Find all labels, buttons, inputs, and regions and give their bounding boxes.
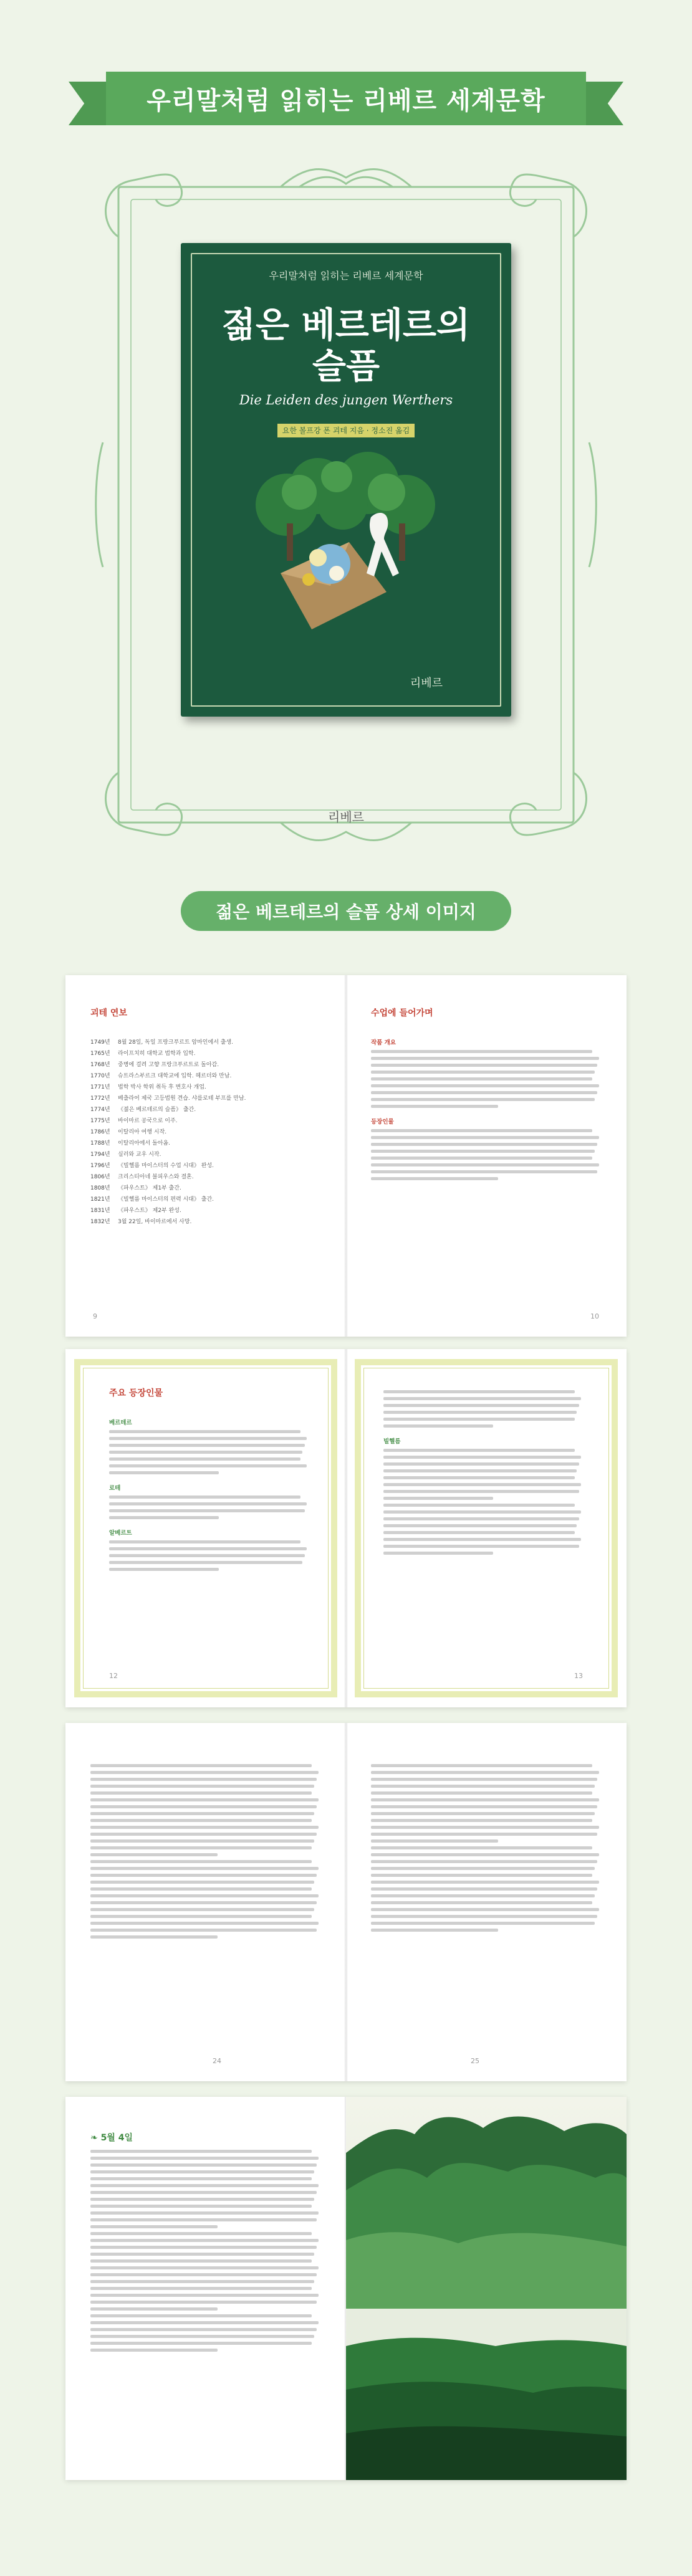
page-number: 12	[109, 1672, 118, 1680]
chronology-title: 괴테 연보	[90, 1008, 127, 1018]
text-line	[109, 1451, 302, 1454]
chronology-year: 1832년	[90, 1219, 110, 1225]
chronology-event: 중병에 걸려 고향 프랑크푸르트로 돌아감.	[118, 1062, 219, 1068]
text-line	[90, 2205, 312, 2208]
text-line	[383, 1497, 493, 1500]
chronology-event: 《빌헬름 마이스터의 편력 시대》 출간.	[118, 1196, 214, 1203]
text-line	[371, 1778, 597, 1781]
chronology-year: 1806년	[90, 1174, 110, 1180]
text-line	[371, 1764, 592, 1767]
chronology-event: 8월 28일, 독일 프랑크푸르트 암마인에서 출생.	[118, 1039, 234, 1046]
text-line	[90, 2211, 319, 2215]
text-line	[371, 1826, 599, 1829]
text-line	[109, 1430, 300, 1433]
text-line	[383, 1469, 577, 1472]
text-line	[383, 1490, 579, 1493]
text-line	[90, 1812, 314, 1815]
chronology-year: 1788년	[90, 1140, 110, 1147]
chronology-row	[90, 1217, 321, 1227]
chronology-year: 1770년	[90, 1073, 110, 1079]
text-line	[371, 1860, 597, 1863]
spread4-right-page	[346, 2097, 627, 2480]
body-paragraph	[371, 1764, 602, 1843]
text-line	[371, 1894, 595, 1897]
letter-date	[90, 2131, 321, 2144]
ribbon-main	[106, 72, 586, 125]
text-line	[109, 1502, 307, 1505]
chronology-year: 1749년	[90, 1039, 110, 1046]
text-line	[109, 1437, 307, 1440]
text-line	[90, 1929, 317, 1932]
chronology-event: 바이마르 공국으로 이주.	[118, 1118, 178, 1124]
text-line	[371, 1785, 595, 1788]
text-line	[90, 2321, 319, 2324]
cover-series: 우리말처럼 읽히는 리베르 세계문학	[269, 270, 423, 282]
leaf-icon: ❧	[90, 2133, 98, 2143]
spread2-right-page	[346, 1349, 627, 1707]
text-line	[383, 1476, 575, 1479]
text-line	[109, 1471, 219, 1474]
character-name: 베르테르	[109, 1419, 132, 1426]
text-line	[371, 1887, 597, 1891]
text-line	[371, 1929, 498, 1932]
chronology-event: 이탈리아 여행 시작.	[118, 1129, 167, 1135]
cover-subtitle: Die Leiden des jungen Werthers	[239, 393, 453, 408]
chronology-event: 3월 22일, 바이마르에서 사망.	[118, 1219, 192, 1225]
text-line	[90, 2191, 317, 2194]
character-paragraph	[109, 1496, 309, 1519]
chronology-row	[90, 1116, 321, 1126]
text-line	[90, 2225, 218, 2228]
text-line	[371, 1150, 595, 1153]
chronology-event: 《빌헬름 마이스터의 수업 시대》 완성.	[118, 1163, 214, 1169]
text-line	[371, 1157, 592, 1160]
spread4-left-page	[65, 2097, 346, 2480]
text-line	[383, 1510, 581, 1514]
text-line	[109, 1464, 307, 1467]
text-line	[383, 1531, 575, 1534]
page-number: 13	[574, 1672, 583, 1680]
text-line	[90, 2342, 312, 2345]
text-line	[90, 1881, 314, 1884]
body-paragraph	[90, 1860, 321, 1939]
chronology-row	[90, 1060, 321, 1070]
text-line	[90, 1867, 319, 1870]
text-line	[90, 1798, 319, 1801]
text-line	[383, 1397, 581, 1400]
text-line	[90, 1894, 319, 1897]
text-line	[90, 1915, 312, 1918]
text-line	[371, 1901, 592, 1904]
character-paragraph	[109, 1540, 309, 1571]
intro-paragraph	[371, 1129, 602, 1180]
text-line	[90, 2253, 314, 2256]
character-paragraph	[383, 1504, 583, 1555]
chronology-row	[90, 1150, 321, 1160]
chronology-row	[90, 1138, 321, 1148]
text-line	[90, 1826, 319, 1829]
text-line	[90, 2335, 314, 2338]
chronology-event: 법학 박사 학위 취득 후 변호사 개업.	[118, 1084, 206, 1090]
chronology-event: 《파우스트》 제1부 출간.	[118, 1185, 181, 1191]
text-line	[90, 2198, 314, 2201]
text-line	[90, 2239, 319, 2242]
text-line	[371, 1105, 498, 1108]
text-line	[90, 1805, 317, 1808]
page-number: 25	[471, 2057, 479, 2065]
chronology-event: 이탈리아에서 돌아옴.	[118, 1140, 170, 1147]
text-line	[109, 1496, 300, 1499]
text-line	[90, 1764, 312, 1767]
chronology-row	[90, 1038, 321, 1047]
text-line	[90, 2232, 312, 2235]
text-line	[371, 1050, 592, 1053]
text-line	[90, 2287, 312, 2290]
chronology-row	[90, 1071, 321, 1081]
text-line	[90, 2307, 218, 2311]
text-line	[371, 1129, 592, 1132]
spread-4	[65, 2097, 627, 2480]
chronology-row	[90, 1094, 321, 1104]
chronology-row	[90, 1183, 321, 1193]
text-line	[383, 1538, 581, 1541]
chronology-year: 1831년	[90, 1208, 110, 1214]
letter-paragraph	[90, 2232, 321, 2311]
characters-title: 주요 등장인물	[109, 1388, 163, 1398]
text-line	[90, 2246, 317, 2249]
text-line	[371, 1867, 595, 1870]
text-line	[109, 1516, 219, 1519]
chronology-row	[90, 1127, 321, 1137]
chronology-year: 1794년	[90, 1152, 110, 1158]
chronology-row	[90, 1049, 321, 1059]
text-line	[90, 1901, 317, 1904]
text-line	[90, 2218, 317, 2221]
chronology-row	[90, 1161, 321, 1171]
page-number: 10	[590, 1312, 599, 1320]
spread1-right-page	[346, 975, 627, 1337]
text-line	[371, 1077, 592, 1080]
text-line	[371, 1084, 599, 1087]
text-line	[383, 1411, 577, 1414]
text-line	[109, 1509, 305, 1512]
chronology-year: 1775년	[90, 1118, 110, 1124]
character-name: 빌헬름	[383, 1438, 401, 1445]
text-line	[383, 1524, 577, 1527]
text-line	[371, 1091, 597, 1094]
text-line	[371, 1846, 592, 1849]
chronology-event: 슈트라스부르크 대학교에 입학. 헤르더와 만남.	[118, 1073, 232, 1079]
text-line	[109, 1457, 300, 1461]
character-name: 로테	[109, 1485, 121, 1492]
chronology-row	[90, 1195, 321, 1205]
page-number: 9	[93, 1312, 97, 1320]
body-paragraph	[90, 1764, 321, 1856]
intro-title: 수업에 들어가며	[371, 1008, 433, 1018]
text-line	[371, 1915, 597, 1918]
chronology-list	[90, 1038, 321, 1227]
character-name: 알베르트	[109, 1530, 132, 1537]
text-line	[371, 1853, 599, 1856]
spread-1	[65, 975, 627, 1337]
character-paragraph	[383, 1449, 583, 1500]
publisher-logo: 리베르	[328, 809, 364, 824]
text-line	[383, 1404, 579, 1407]
text-line	[90, 1853, 218, 1856]
character-paragraph	[383, 1390, 583, 1428]
text-line	[109, 1561, 302, 1564]
chronology-year: 1772년	[90, 1095, 110, 1102]
text-line	[371, 1874, 592, 1877]
spread3-left-page	[65, 1723, 346, 2081]
cover-illustration	[243, 449, 449, 654]
text-line	[90, 2150, 312, 2153]
chronology-event: 실러와 교우 시작.	[118, 1152, 161, 1158]
top-banner	[69, 65, 623, 134]
cover-author: 요한 볼프강 폰 괴테 지음 · 정소진 옮김	[277, 424, 415, 437]
cover-title-line1: 젊은 베르테르의	[221, 305, 471, 346]
text-line	[90, 2314, 312, 2317]
spread2-left-page	[65, 1349, 346, 1707]
text-line	[383, 1424, 493, 1428]
text-line	[90, 2157, 319, 2160]
text-line	[90, 2184, 319, 2187]
text-line	[90, 1771, 319, 1774]
chronology-year: 1821년	[90, 1196, 110, 1203]
text-line	[90, 1874, 317, 1877]
text-line	[371, 1064, 597, 1067]
spread3-right-page	[346, 1723, 627, 2081]
character-paragraph	[109, 1430, 309, 1474]
chronology-year: 1774년	[90, 1107, 110, 1113]
spread-2	[65, 1349, 627, 1707]
spread-3	[65, 1723, 627, 2081]
text-line	[90, 1819, 312, 1822]
text-line	[383, 1449, 575, 1452]
text-line	[90, 2170, 314, 2173]
text-line	[383, 1545, 579, 1548]
text-line	[90, 2280, 314, 2283]
text-line	[371, 1805, 597, 1808]
text-line	[371, 1098, 595, 1101]
chronology-year: 1808년	[90, 1185, 110, 1191]
text-line	[90, 1922, 319, 1925]
text-line	[371, 1819, 592, 1822]
cover-title	[181, 305, 511, 388]
text-line	[90, 1833, 317, 1836]
chronology-event: 크리스티아네 불피우스와 결혼.	[118, 1174, 194, 1180]
book-cover	[181, 243, 511, 717]
letter-paragraph	[90, 2314, 321, 2352]
text-line	[371, 1163, 599, 1166]
chronology-year: 1786년	[90, 1129, 110, 1135]
text-line	[371, 1881, 599, 1884]
text-line	[109, 1444, 305, 1447]
chronology-event: 《젊은 베르테르의 슬픔》 출간.	[118, 1107, 196, 1113]
text-line	[109, 1568, 219, 1571]
text-line	[371, 1057, 599, 1060]
text-line	[90, 2328, 317, 2331]
chronology-year: 1765년	[90, 1051, 110, 1057]
text-line	[109, 1540, 300, 1543]
detail-banner	[181, 891, 511, 931]
top-banner-text: 우리말처럼 읽히는 리베르 세계문학	[147, 86, 545, 115]
spread1-left-page	[65, 975, 346, 1337]
text-line	[371, 1791, 592, 1795]
chronology-year: 1768년	[90, 1062, 110, 1068]
chronology-row	[90, 1105, 321, 1115]
text-line	[371, 1798, 599, 1801]
text-line	[90, 2301, 317, 2304]
intro-heading-2: 등장인물	[371, 1119, 394, 1125]
landscape-illustration	[346, 2097, 627, 2480]
text-line	[371, 1071, 595, 1074]
text-line	[371, 1170, 597, 1173]
chronology-year: 1796년	[90, 1163, 110, 1169]
text-line	[383, 1462, 579, 1466]
text-line	[90, 2349, 218, 2352]
text-line	[371, 1812, 595, 1815]
letter-paragraph	[90, 2150, 321, 2228]
text-line	[371, 1143, 597, 1146]
text-line	[109, 1547, 307, 1550]
text-line	[90, 1935, 218, 1939]
text-line	[371, 1136, 599, 1139]
text-line	[90, 1846, 312, 1849]
cover-publisher: 리베르	[410, 677, 443, 690]
chronology-event: 《파우스트》 제2부 완성.	[118, 1208, 181, 1214]
intro-heading-1: 작품 개요	[371, 1039, 396, 1046]
text-line	[383, 1390, 575, 1393]
text-line	[90, 1887, 312, 1891]
text-line	[371, 1833, 597, 1836]
detail-banner-text: 젊은 베르테르의 슬픔 상세 이미지	[216, 902, 476, 922]
chronology-row	[90, 1172, 321, 1182]
text-line	[383, 1456, 581, 1459]
text-line	[383, 1504, 575, 1507]
text-line	[371, 1771, 599, 1774]
text-line	[90, 2273, 317, 2276]
text-line	[371, 1908, 599, 1911]
cover-title-line2: 슬픔	[312, 346, 380, 387]
text-line	[383, 1552, 493, 1555]
chronology-year: 1771년	[90, 1084, 110, 1090]
letter-date-text: 5월 4일	[100, 2133, 133, 2143]
text-line	[371, 1839, 498, 1843]
chronology-row	[90, 1206, 321, 1216]
text-line	[371, 1922, 595, 1925]
text-line	[90, 1860, 312, 1863]
text-line	[90, 2266, 319, 2269]
text-line	[383, 1483, 581, 1486]
text-line	[90, 2177, 312, 2180]
chronology-row	[90, 1082, 321, 1092]
text-line	[383, 1418, 575, 1421]
text-line	[383, 1517, 579, 1520]
text-line	[90, 2163, 317, 2167]
chronology-event: 베츨라어 제국 고등법원 견습. 샤를로테 부프를 만남.	[118, 1095, 246, 1102]
text-line	[90, 2294, 319, 2297]
text-line	[90, 1908, 314, 1911]
page-number: 24	[213, 2057, 221, 2065]
chronology-event: 라이프치히 대학교 법학과 입학.	[118, 1051, 196, 1057]
text-line	[90, 2259, 312, 2263]
text-line	[109, 1554, 305, 1557]
body-paragraph	[371, 1846, 602, 1932]
text-line	[371, 1177, 498, 1180]
text-line	[90, 1778, 317, 1781]
text-line	[90, 1785, 314, 1788]
text-line	[90, 1839, 314, 1843]
text-line	[90, 1791, 312, 1795]
intro-paragraph	[371, 1050, 602, 1108]
